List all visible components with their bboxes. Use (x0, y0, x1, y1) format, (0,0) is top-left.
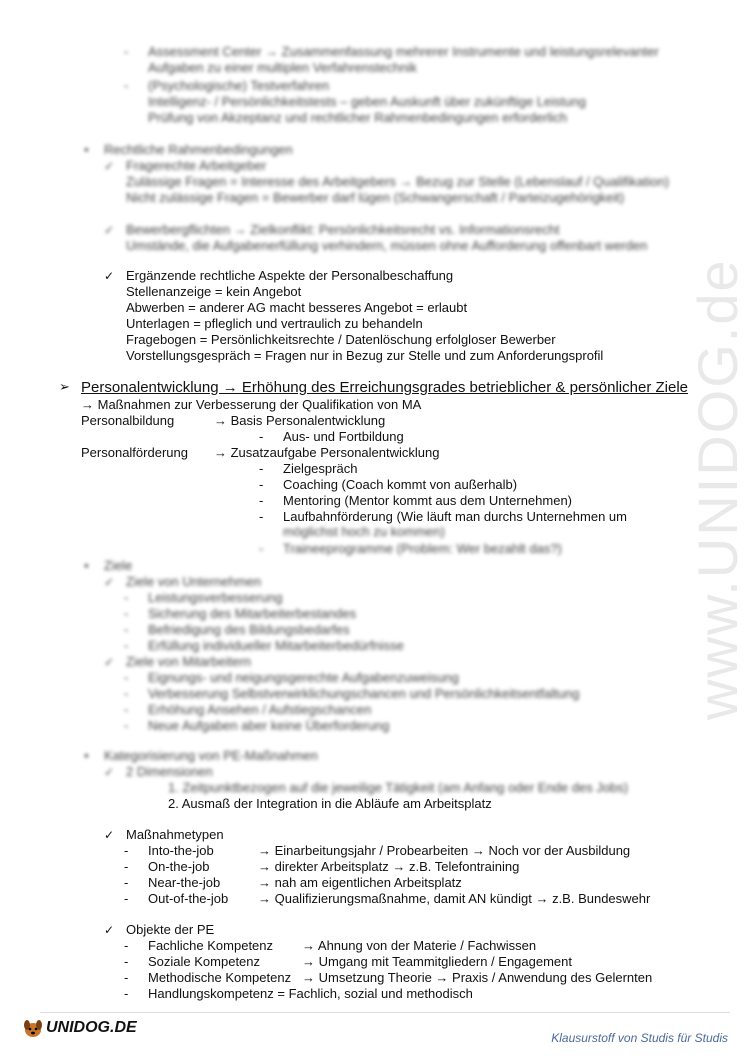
dog-icon (22, 1018, 44, 1038)
list-item: Abwerben = anderer AG macht besseres Angebot = erlaubt (126, 300, 468, 315)
list-item: - (Psychologische) Testverfahren (148, 78, 329, 94)
list-item: - Laufbahnförderung (Wie läuft man durchs Unternehmen um (283, 509, 627, 525)
list-item: - Verbesserung Selbstverwirklichungschancen und Persönlichkeitsentfaltung (148, 686, 579, 702)
row-value: → Qualifizierungsmaßnahme, damit AN kündigt → z.B. Bundeswehr (258, 891, 651, 906)
row-label: - Out-of-the-job (148, 891, 228, 907)
row-value: → Ahnung von der Materie / Fachwissen (302, 938, 537, 953)
list-item: ✓ Bewerbergflichten → Zielkonflikt: Persönlichkeitsrecht vs. Informationsrecht (126, 222, 560, 238)
list-item: ✓ Ziele von Mitarbeitern (126, 654, 251, 670)
list-item: - Coaching (Coach kommt von außerhalb) (283, 477, 517, 493)
footer-divider (40, 1012, 730, 1013)
list-item: Unterlagen = pfleglich und vertraulich zu behandeln (126, 316, 423, 331)
list-item: Vorstellungsgespräch = Fragen nur in Bezug zur Stelle und zum Anforderungsprofil (126, 348, 604, 363)
row-value: → nah am eigentlichen Arbeitsplatz (258, 875, 462, 890)
list-item: - Eignungs- und neigungsgerechte Aufgabenzuweisung (148, 670, 459, 686)
list-item: - Leistungsverbesserung (148, 590, 282, 606)
label: Personalbildung (81, 413, 175, 428)
list-item: ✓ Fragerechte Arbeitgeber (126, 158, 266, 174)
list-item: - Zielgespräch (283, 461, 357, 477)
footer-tagline: Klausurstoff von Studis für Studis (551, 1031, 728, 1045)
section-title: ✓ Objekte der PE (126, 922, 214, 938)
list-item: ● Ziele (104, 558, 132, 574)
footer-logo (22, 1018, 137, 1038)
list-item: - Erfüllung individueller Mitarbeiterbedürfnisse (148, 638, 404, 654)
section-title: ✓ Ergänzende rechtliche Aspekte der Personalbeschaffung (126, 268, 453, 284)
dimension-2: 2. Ausmaß der Integration in die Abläufe am Arbeitsplatz (168, 796, 492, 811)
list-item: - Befriedigung des Bildungsbedarfes (148, 622, 350, 638)
row-label: - Fachliche Kompetenz (148, 938, 273, 954)
row-value: → direkter Arbeitsplatz → z.B. Telefontraining (258, 859, 520, 874)
list-item: - Neue Aufgaben aber keine Überforderung (148, 718, 389, 734)
list-item: Nicht zulässige Fragen = Bewerber darf lügen (Schwangerschaft / Parteizugehörigkeit) (126, 190, 625, 205)
section-title: ✓ Maßnahmetypen (126, 827, 224, 843)
row-value: → Umsetzung Theorie → Praxis / Anwendung des Gelernten (302, 970, 653, 985)
value: → Basis Personalentwicklung (214, 413, 386, 428)
row-label: - Handlungskompetenz = Fachlich, sozial und methodisch (148, 986, 473, 1002)
list-item: möglichst hoch zu kommen) (283, 524, 445, 539)
list-item: - Erhöhung Ansehen / Aufstiegschancen (148, 702, 371, 718)
list-item: ● Rechtliche Rahmenbedingungen (104, 142, 293, 158)
list-item: ✓ Ziele von Unternehmen (126, 574, 261, 590)
row-label: - On-the-job (148, 859, 209, 875)
logo-text: UNIDOG.DE (46, 1019, 137, 1037)
row-value: → Einarbeitungsjahr / Probearbeiten → Noch vor der Ausbildung (258, 843, 631, 858)
list-item: Prüfung von Akzeptanz und rechtlicher Rahmenbedingungen erforderlich (148, 110, 568, 125)
list-item: Intelligenz- / Persönlichkeitstests – geben Auskunft über zukünftige Leistung (148, 94, 586, 109)
row-value: → Umgang mit Teammitgliedern / Engagement (302, 954, 572, 969)
row-label: - Methodische Kompetenz (148, 970, 291, 986)
subline: → Maßnahmen zur Verbesserung der Qualifikation von MA (81, 397, 422, 412)
list-item: ✓ 2 Dimensionen (126, 764, 213, 780)
list-item: - Traineeprogramme (Problem: Wer bezahlt das?) (283, 541, 562, 557)
list-item: Umstände, die Aufgabenerfüllung verhindern, müssen ohne Aufforderung offenbart werden (126, 238, 648, 253)
list-item: - Aus- und Fortbildung (283, 429, 404, 445)
list-item: - Sicherung des Mitarbeiterbestandes (148, 606, 356, 622)
list-item: Stellenanzeige = kein Angebot (126, 284, 302, 299)
list-item: Zulässige Fragen = Interesse des Arbeitgebers → Bezug zur Stelle (Lebenslauf / Qualifikation) (126, 174, 670, 189)
row-label: - Into-the-job (148, 843, 214, 859)
watermark: www.UNIDOG.de (686, 258, 749, 720)
row-label: - Near-the-job (148, 875, 220, 891)
list-item: 1. Zeitpunktbezogen auf die jeweilige Tätigkeit (am Anfang oder Ende des Jobs) (168, 780, 629, 795)
list-item: - Mentoring (Mentor kommt aus dem Unternehmen) (283, 493, 572, 509)
row-label: - Soziale Kompetenz (148, 954, 260, 970)
section-heading: ➢ Personalentwicklung → Erhöhung des Erreichungsgrades betrieblicher & persönlicher Ziele (81, 379, 688, 397)
list-item: - Assessment Center → Zusammenfassung mehrerer Instrumente und leistungsrelevanter (148, 44, 659, 60)
list-item: ● Kategorisierung von PE-Maßnahmen (104, 748, 318, 764)
list-item: Aufgaben zu einer multiplen Verfahrenstechnik (148, 60, 417, 75)
label: Personalförderung (81, 445, 188, 460)
value: → Zusatzaufgabe Personalentwicklung (214, 445, 440, 460)
list-item: Fragebogen = Persönlichkeitsrechte / Datenlöschung erfolgloser Bewerber (126, 332, 556, 347)
